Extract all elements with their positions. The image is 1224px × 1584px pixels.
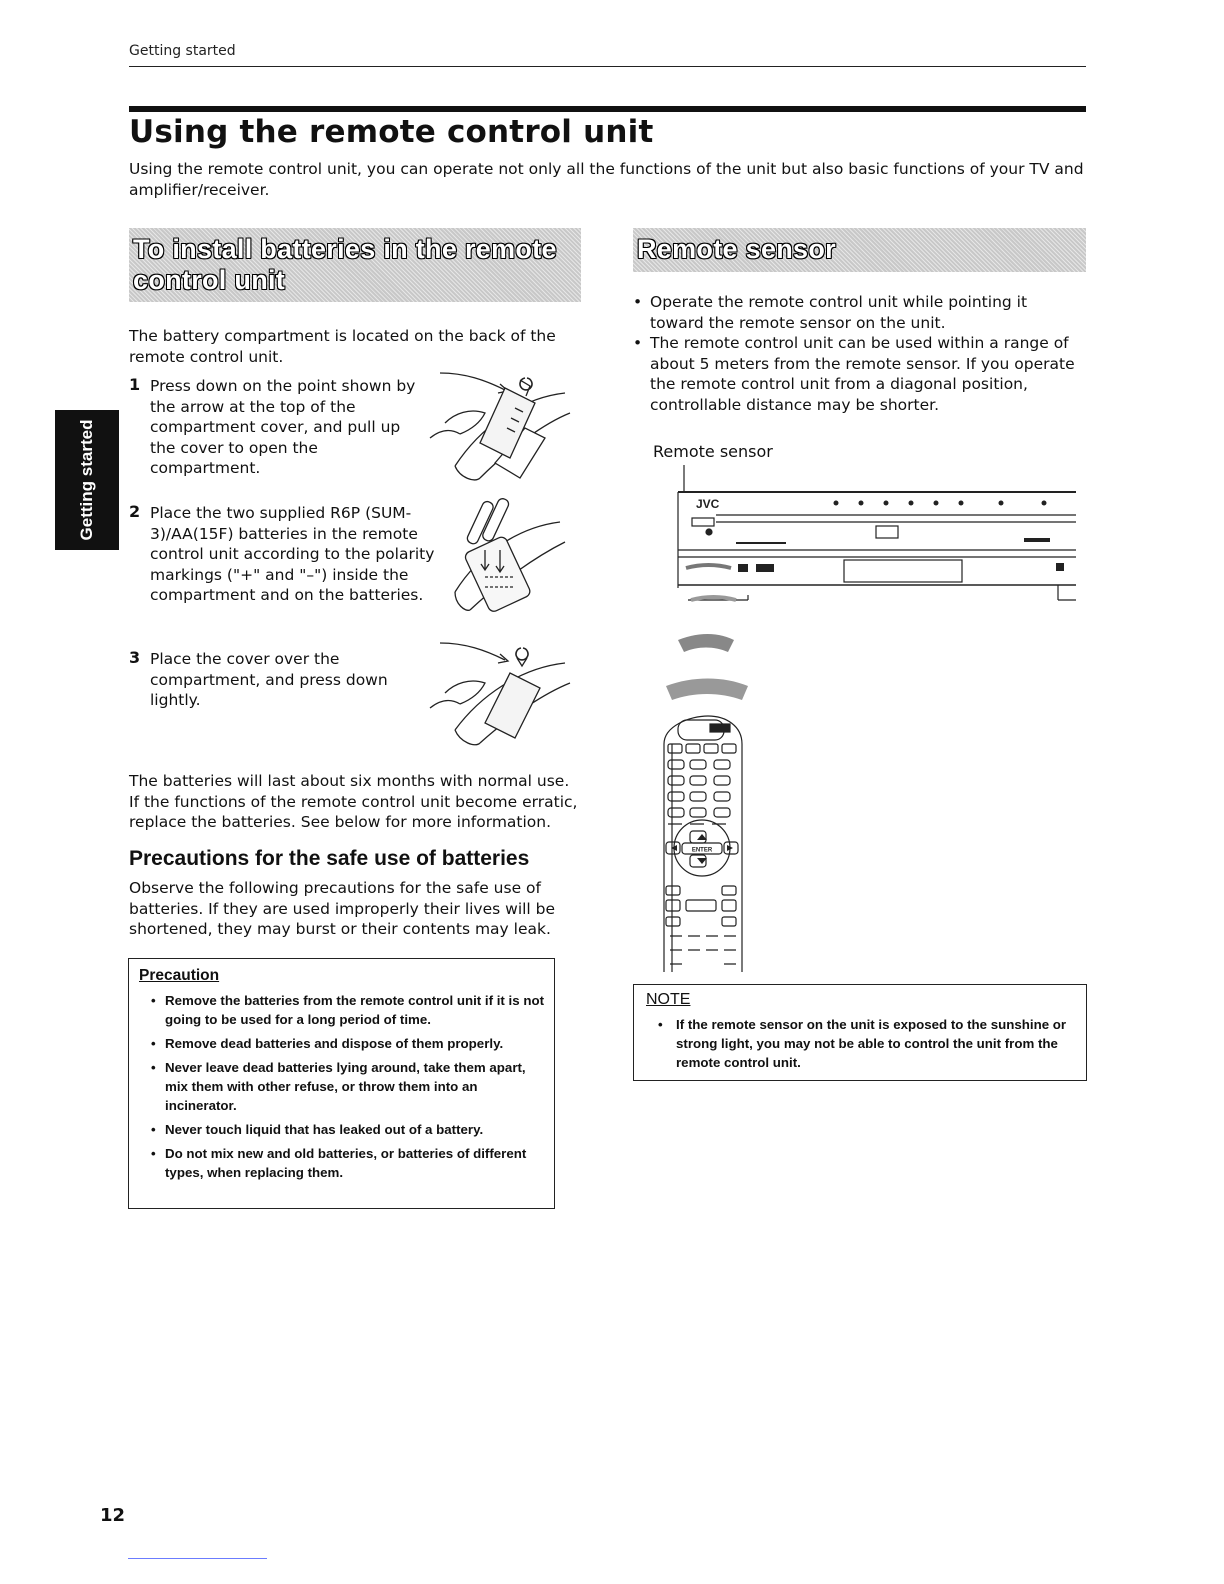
dvd-player-front-panel: [676, 460, 1078, 610]
header-divider: [129, 66, 1086, 67]
remote-sensor-heading: [633, 228, 1086, 272]
precaution-item: • Never touch liquid that has leaked out of a battery.: [139, 1120, 544, 1139]
install-batteries-heading: [129, 228, 581, 302]
step-2-text: Place the two supplied R6P (SUM-3)/AA(15F) batteries in the remote control unit according to the polarity markings ("+" and "–") inside the compartment and on the batteries.: [150, 504, 435, 604]
remote-control-illustration: [650, 714, 752, 976]
close-cover-illustration: [425, 638, 575, 750]
precaution-item: • Never leave dead batteries lying around, take them apart, mix them with other refuse, or throw them into an incinerator.: [139, 1058, 544, 1115]
note-item: • If the remote sensor on the unit is exposed to the sunshine or strong light, you may not be able to control the unit from the remote control unit.: [646, 1015, 1074, 1072]
side-tab-label: Getting started: [77, 419, 96, 541]
intro-paragraph: Using the remote control unit, you can operate not only all the functions of the unit but also basic functions of your TV and amplifier/receiver.: [129, 160, 1084, 199]
sensor-bullet-list: [630, 292, 1085, 415]
install-heading-line2: control unit: [133, 265, 286, 295]
footer-rule: [128, 1558, 267, 1559]
side-section-tab: [55, 410, 119, 550]
precaution-item: • Do not mix new and old batteries, or batteries of different types, when replacing them.: [139, 1144, 544, 1182]
page-number: 12: [100, 1505, 126, 1526]
step-3-text: Place the cover over the compartment, and press down lightly.: [150, 650, 388, 709]
step-1-text: Press down on the point shown by the arrow at the top of the compartment cover, and pull up the cover to open the compartment.: [150, 377, 416, 477]
step-2-number: 2: [129, 502, 141, 521]
step-1-number: 1: [129, 375, 141, 394]
dvd-brand-logo: JVC: [696, 497, 720, 511]
install-heading-line1: To install batteries in the remote: [133, 234, 557, 264]
remote-enter-key-label: ENTER: [691, 847, 713, 854]
page-title: Using the remote control unit: [129, 114, 654, 150]
precaution-box: [128, 958, 555, 1209]
precaution-item: • Remove dead batteries and dispose of them properly.: [139, 1034, 544, 1053]
sensor-bullet: • The remote control unit can be used within a range of about 5 meters from the remote sensor. If you operate the remote control unit from a diagonal position, controllable distance may be shorter.: [630, 333, 1085, 415]
battery-life-text: The batteries will last about six months with normal use. If the functions of the remote control unit become erratic, replace the batteries. See below for more information.: [129, 772, 578, 831]
precaution-list: [139, 991, 544, 1182]
title-rule: [129, 106, 1086, 112]
note-title: NOTE: [646, 991, 691, 1008]
precautions-heading: Precautions for the safe use of batteries: [129, 847, 530, 870]
step-3-number: 3: [129, 648, 141, 667]
insert-batteries-illustration: [440, 492, 570, 617]
precaution-item: • Remove the batteries from the remote control unit if it is not going to be used for a long period of time.: [139, 991, 544, 1029]
sensor-bullet: • Operate the remote control unit while pointing it toward the remote sensor on the unit.: [630, 292, 1085, 333]
note-box: [633, 984, 1087, 1081]
precautions-intro: Observe the following precautions for the safe use of batteries. If they are used improperly their lives will be shortened, they may burst or their contents may leak.: [129, 879, 556, 938]
note-list: [646, 1015, 1074, 1072]
install-intro: The battery compartment is located on the back of the remote control unit.: [129, 327, 556, 366]
remote-sensor-heading-text: Remote sensor: [637, 234, 836, 264]
open-cover-illustration: [425, 368, 575, 486]
remote-sensor-figure-label: Remote sensor: [653, 442, 773, 461]
precaution-box-title: Precaution: [139, 967, 220, 984]
infrared-signal-waves: [648, 628, 768, 708]
running-header: Getting started: [129, 43, 236, 59]
